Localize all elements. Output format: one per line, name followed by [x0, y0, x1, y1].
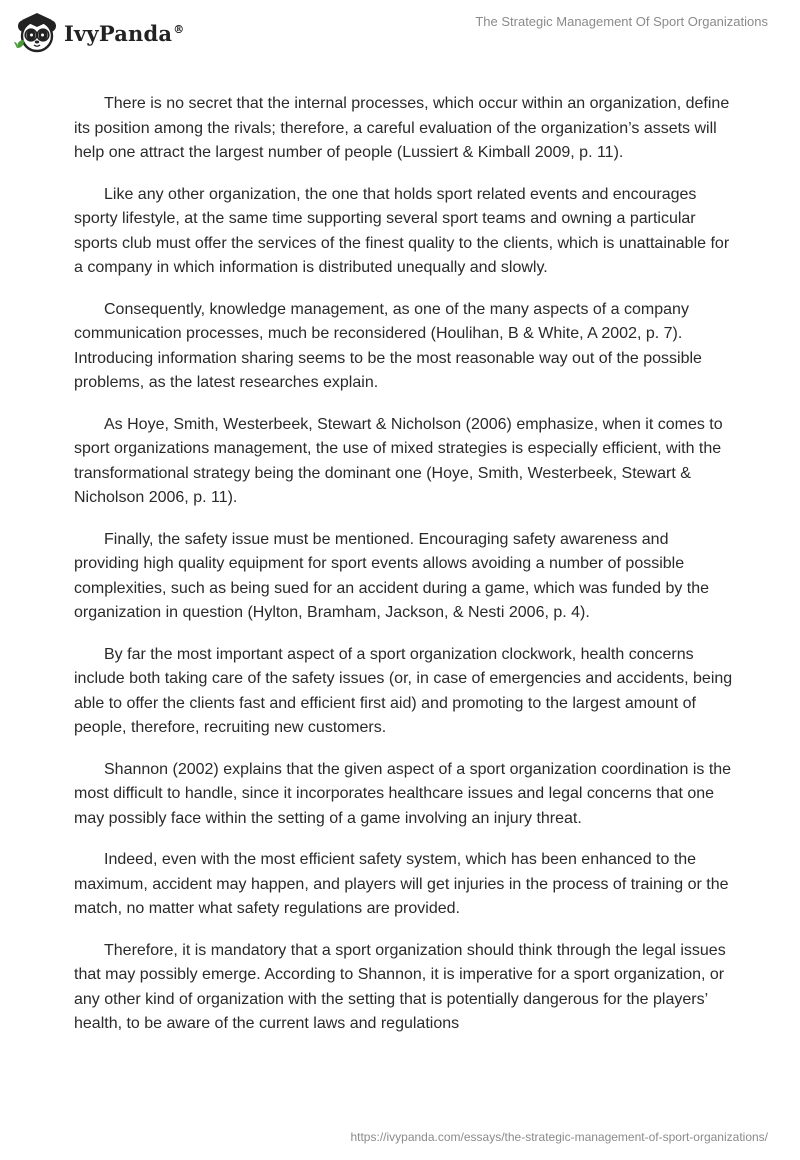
paragraph: By far the most important aspect of a sport organization clockwork, health concerns include both taking care of the safety issues (or, in case of emergencies and accidents, being able to offer the clients fast and efficient first aid) and promoting to the largest amount of people, therefore, recruiting new customers. — [74, 645, 733, 736]
paragraph: Therefore, it is mandatory that a sport organization should think through the legal issues that may possibly emerge. According to Shannon, it is imperative for a sport organization, or any other kind of organization with the setting that is potentially dangerous for the players’ health, to be aware of the current laws and regulations — [74, 941, 726, 1032]
paragraph: Shannon (2002) explains that the given aspect of a sport organization coordination is the most difficult to handle, since it incorporates healthcare issues and legal concerns that one may possibly face within the setting of a game involving an injury threat. — [74, 760, 732, 827]
paragraph: Finally, the safety issue must be mentioned. Encouraging safety awareness and providing high quality equipment for sport events allows avoiding a number of possible complexities, such as being sued for an accident during a game, which was funded by the organization in question (Hylton, Bramham, Jackson, & Nesti 2006, p. 4). — [74, 530, 710, 621]
ivypanda-logo[interactable] — [14, 10, 184, 56]
essay-body — [74, 92, 734, 1054]
panda-graduate-icon — [14, 10, 60, 56]
paragraph: There is no secret that the internal processes, which occur within an organization, define its position among the rivals; therefore, a careful evaluation of the organization’s assets will help one attract the largest number of people (Lussiert & Kimball 2009, p. 11). — [74, 95, 730, 161]
paragraph: Consequently, knowledge management, as one of the many aspects of a company communication processes, much be reconsidered (Houlihan, B & White, A 2002, p. 7). Introducing information sharing seems to be the most reasonable way out of the possible problems, as the latest researches explain. — [74, 300, 702, 391]
brand-name — [64, 21, 184, 46]
brand-name-text: IvyPanda — [64, 20, 173, 46]
paragraph: Like any other organization, the one that holds sport related events and encourages sporty lifestyle, at the same time supporting several sport teams and owning a particular sports club must offer the services of the finest quality to the clients, which is unattainable for a company in which information is distributed unequally and slowly. — [74, 185, 730, 276]
paragraph: Indeed, even with the most efficient safety system, which has been enhanced to the maximum, accident may happen, and players will get injuries in the process of training or the match, no matter what safety regulations are provided. — [74, 851, 729, 917]
document-title: The Strategic Management Of Sport Organizations — [475, 14, 768, 29]
paragraph: As Hoye, Smith, Westerbeek, Stewart & Nicholson (2006) emphasize, when it comes to sport organizations management, the use of mixed strategies is especially efficient, with the transformational strategy being the dominant one (Hoye, Smith, Westerbeek, Stewart & Nicholson 2006, p. 11). — [74, 415, 723, 506]
brand-registered-mark: ® — [173, 22, 185, 36]
source-url[interactable]: https://ivypanda.com/essays/the-strategic-management-of-sport-organizations/ — [350, 1130, 768, 1144]
page-header — [0, 0, 800, 64]
